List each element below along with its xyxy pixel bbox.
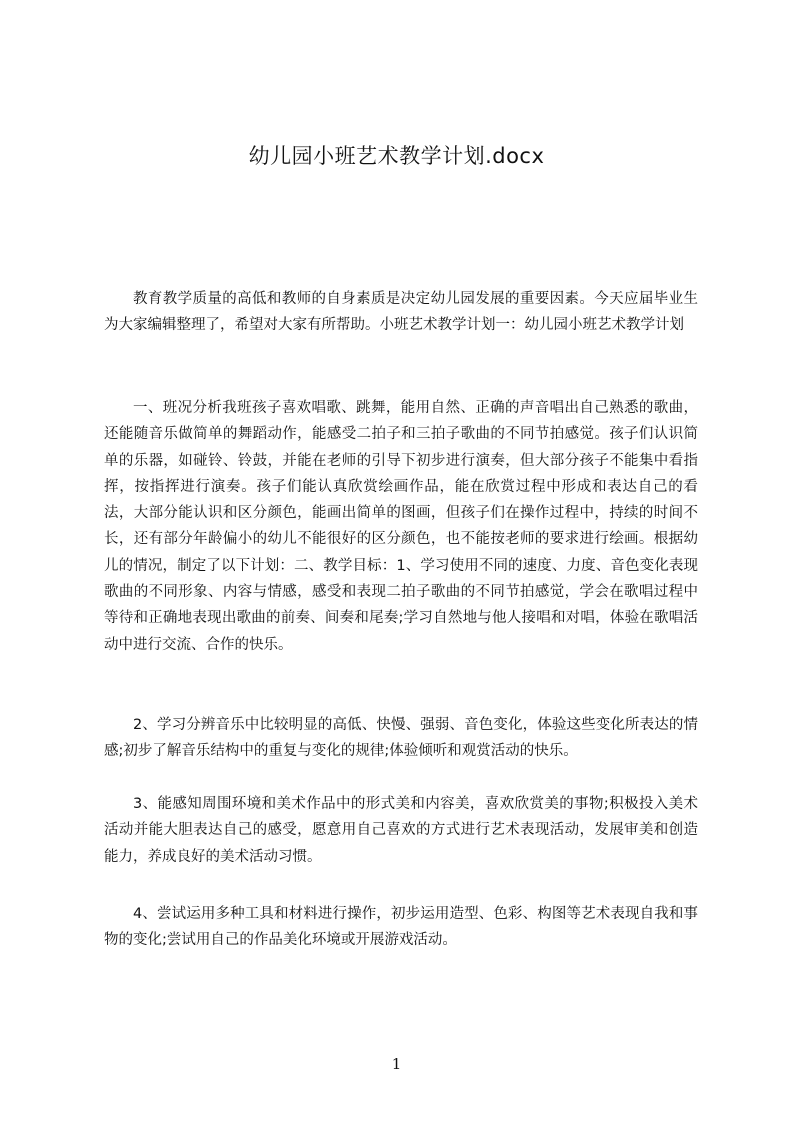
page-number: 1 xyxy=(391,1055,402,1073)
paragraph-class-analysis: 一、班况分析我班孩子喜欢唱歌、跳舞，能用自然、正确的声音唱出自己熟悉的歌曲，还能随音乐做简单的舞蹈动作，能感受二拍子和三拍子歌曲的不同节拍感觉。孩子们认识简单的乐器，如碰铃、铃鼓，并能在老师的引导下初步进行演奏，但大部分孩子不能集中看指挥，按指挥进行演奏。孩子们能认真欣赏绘画作品，能在欣赏过程中形成和表达自己的看法，大部分能认识和区分颜色，能画出简单的图画，但孩子们在操作过程中，持续的时间不长，还有部分年龄偏小的幼儿不能很好的区分颜色，也不能按老师的要求进行绘画。根据幼儿的情况，制定了以下计划：二、教学目标：1、学习使用不同的速度、力度、音色变化表现歌曲的不同形象、内容与情感，感受和表现二拍子歌曲的不同节拍感觉，学会在歌唱过程中等待和正确地表现出歌曲的前奏、间奏和尾奏;学习自然地与他人接唱和对唱，体验在歌唱活动中进行交流、合作的快乐。 xyxy=(104,400,698,653)
paragraph-goal-3: 3、能感知周围环境和美术作品中的形式美和内容美，喜欢欣赏美的事物;积极投入美术活动并能大胆表达自己的感受，愿意用自己喜欢的方式进行艺术表现活动，发展审美和创造能力，养成良好的美术活动习惯。 xyxy=(104,796,698,865)
paragraph-goal-4: 4、尝试运用多种工具和材料进行操作，初步运用造型、色彩、构图等艺术表现自我和事物的变化;尝试用自己的作品美化环境或开展游戏活动。 xyxy=(104,906,698,949)
paragraph-intro: 教育教学质量的高低和教师的自身素质是决定幼儿园发展的重要因素。今天应届毕业生为大家编辑整理了，希望对大家有所帮助。小班艺术教学计划一：幼儿园小班艺术教学计划 xyxy=(104,291,698,334)
paragraph-goal-2: 2、学习分辨音乐中比较明显的高低、快慢、强弱、音色变化，体验这些变化所表达的情感;初步了解音乐结构中的重复与变化的规律;体验倾听和观赏活动的快乐。 xyxy=(104,717,698,760)
document-title: 幼儿园小班艺术教学计划.docx xyxy=(248,144,545,168)
